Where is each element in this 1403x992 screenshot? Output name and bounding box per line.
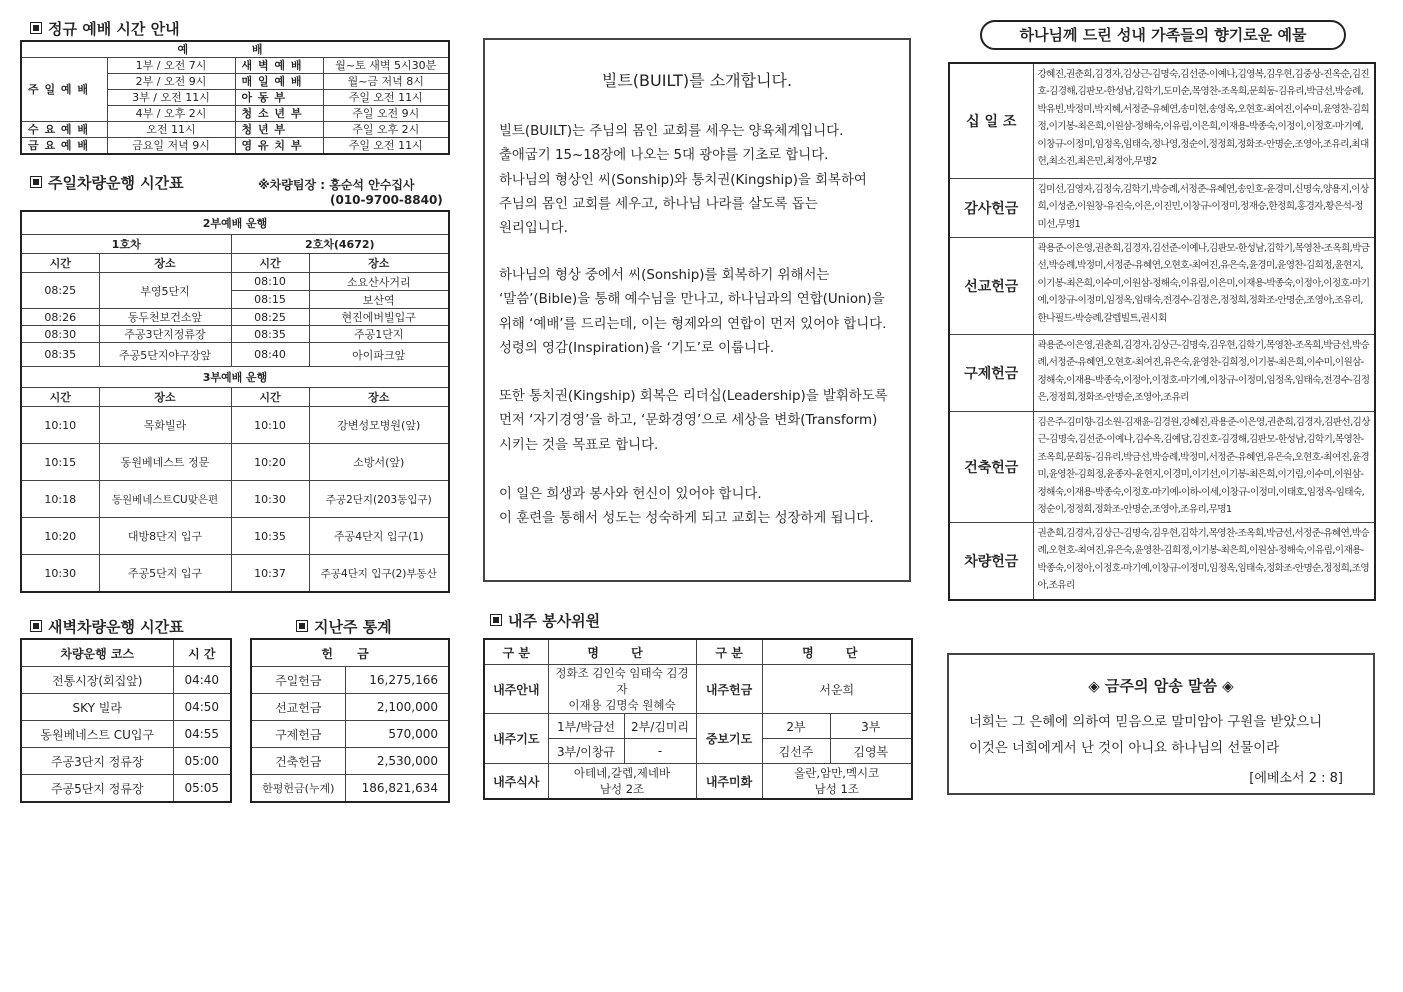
prayer-label: 내주기도 (484, 714, 548, 764)
meal-names: 아테네,갈렙,제네바 남성 2조 (548, 764, 696, 800)
donor-category: 건축헌금 (949, 412, 1033, 523)
offering-amount: 570,000 (345, 721, 449, 748)
volunteers-table (483, 638, 913, 800)
bus-stop: 주공5단지야구장앞 (99, 343, 231, 367)
bus-stop: 동원베네스트CU맞은편 (99, 481, 231, 518)
bus-time: 08:15 (231, 291, 309, 309)
sunday-worship-label: 주 일 예 배 (21, 58, 107, 122)
dawn-stop: SKY 빌라 (21, 694, 173, 721)
bus-time: 08:35 (21, 343, 99, 367)
dawn-time: 04:55 (173, 721, 231, 748)
col-names: 명 단 (548, 639, 696, 665)
memory-verse-box (947, 653, 1375, 795)
col-names: 명 단 (762, 639, 912, 665)
donor-category: 선교헌금 (949, 238, 1033, 335)
bus-stop: 목화빌라 (99, 407, 231, 444)
bus-stop: 현진에버빌입구 (309, 309, 449, 326)
bus-stop: 주공5단지 입구 (99, 555, 231, 593)
offering-type: 건축헌금 (251, 748, 345, 775)
col-division: 구 분 (484, 639, 548, 665)
intercession-name: 김영복 (830, 739, 912, 764)
car2-header: 2호차(4672) (231, 235, 449, 254)
worship-section-title: 정규 예배 시간 안내 (30, 18, 180, 40)
square-bullet-icon (296, 620, 308, 632)
donor-names: 곽용준-이은영,권춘희,김경자,김선준-이예나,김판모-한성남,김학기,목영찬-조옥희,박금선,박승례,박정미,서정준-유혜연,오현호-최여진,유은숙,윤경미,윤영찬-김희정,윤현지,이기봉-최은희,이수미,이원삼-정해숙,이유림,이은미,이재용-박종숙,이정아,이정호-마기예,이창규-이정미,임정옥,임태숙,전경수-김정은,정정희,정화조-안명순,조영아,조유리,한나필드-박승례,갈렙빌트,권시회 (1033, 238, 1375, 335)
prayer-name: 2부/김미리 (624, 714, 696, 739)
square-bullet-icon (30, 176, 42, 188)
offering-amount: 186,821,634 (345, 775, 449, 803)
donor-category: 차량헌금 (949, 523, 1033, 601)
built-title: 빌트(BUILT)를 소개합니다. (601, 71, 793, 90)
worship-schedule-table (20, 40, 450, 155)
friday-worship-time: 금요일 저녁 9시 (107, 138, 235, 155)
bus-time: 10:35 (231, 518, 309, 555)
col-time: 시간 (231, 254, 309, 273)
donor-names: 김미선,김영자,김정숙,김학기,박승례,서정준-유혜연,송인호-윤경미,신명숙,양용지,이상희,이성준,이원창-유진숙,이은,이진민,이창규-이정미,정재승,한정희,홍경자,황은석-정미선,무명1 (1033, 179, 1375, 238)
bus-time: 10:10 (21, 407, 99, 444)
built-paragraph: 하나님의 형상 중에서 씨(Sonship)를 회복하기 위해서는 ‘말씀’(Bible)을 통해 예수님을 만나고, 하나님과의 연합(Union)을 위해 ‘예배’를 드리는데, 이는 형제와의 연합이 먼저 있어야 합니다. 성령의 영감(Inspiration)을 ‘기도’로 이룹니다. (499, 268, 887, 356)
dawn-stop: 주공5단지 정류장 (21, 775, 173, 803)
bus-time: 08:40 (231, 343, 309, 367)
bus-time: 10:20 (231, 444, 309, 481)
dawn-time: 04:50 (173, 694, 231, 721)
bus-time: 08:30 (21, 326, 99, 343)
offering-type: 주일헌금 (251, 667, 345, 694)
bus-time: 10:30 (231, 481, 309, 518)
bus-time: 08:35 (231, 326, 309, 343)
guide-names: 정화조 김인숙 임태숙 김경자 이재용 김명숙 원혜숙 (548, 665, 696, 714)
bus-section-title: 주일차량운행 시간표 (30, 172, 184, 194)
bus-team-leader-note: ※차량팀장 : 홍순석 안수집사 (258, 178, 415, 192)
sec3-header: 3부예배 운행 (21, 367, 449, 388)
donor-names: 강혜진,권춘희,김경자,김상근-김명숙,김선준-이예나,김영복,김우현,김중상-진옥순,김진호-김경해,김판모-한성남,김학기,도미순,목영찬-조옥희,문희동-김유리,박금선,박승례,박유빈,박정미,박지혜,서정준-유혜연,송미현,송영옥,오현호-최여진,이수미,윤영찬-김희정,이기봉-최은희,이원삼-정해숙,이유림,이은희,이재용-박종숙,이정이,이정호-마기예,이창규-이정미,임정옥,임태숙,정나영,정순이,정정희,정화조-안명순,조영아,조유리,최대헌,최소진,최은민,최정아,무명2 (1033, 63, 1375, 179)
offering-names: 서운희 (762, 665, 912, 714)
friday-worship-label: 금 요 예 배 (21, 138, 107, 155)
memory-verse-title: ◈ 금주의 암송 말씀 ◈ (1088, 677, 1234, 695)
intercession-label: 중보기도 (696, 714, 762, 764)
cleaning-label: 내주미화 (696, 764, 762, 800)
bus-stop: 보산역 (309, 291, 449, 309)
bus-time: 10:10 (231, 407, 309, 444)
bus-stop: 주공1단지 (309, 326, 449, 343)
col-place: 장소 (309, 254, 449, 273)
square-bullet-icon (490, 614, 502, 626)
built-paragraph: 빌트(BUILT)는 주님의 몸인 교회를 세우는 양육체계입니다. 출애굽기 15~18장에 나오는 5대 광야를 기초로 합니다. 하나님의 형상인 씨(Sonship)와 통치권(Kingship)을 회복하여 주님의 몸인 교회를 세우고, 하나님 나라를 살도록 돕는 원리입니다. (499, 124, 867, 237)
bus-time: 10:30 (21, 555, 99, 593)
bus-time: 08:25 (231, 309, 309, 326)
stats-header: 헌 금 (251, 639, 449, 667)
cleaning-names: 올란,암만,멕시코 남성 1조 (762, 764, 912, 800)
bus-stop: 동두천보건소앞 (99, 309, 231, 326)
square-bullet-icon (30, 22, 42, 34)
dawn-stop: 주공3단지 정류장 (21, 748, 173, 775)
donor-category: 구제헌금 (949, 335, 1033, 412)
bus-time: 10:20 (21, 518, 99, 555)
memory-verse-reference: [에베소서 2 : 8] (1249, 771, 1343, 786)
meal-label: 내주식사 (484, 764, 548, 800)
worship-time: 월~토 새벽 5시30분 (323, 58, 449, 74)
bus-stop: 부영5단지 (99, 273, 231, 309)
bus-stop: 강변성모병원(앞) (309, 407, 449, 444)
guide-label: 내주안내 (484, 665, 548, 714)
col-course: 차량운행 코스 (21, 639, 173, 667)
offering-type: 한평헌금(누계) (251, 775, 345, 803)
dawn-time: 05:00 (173, 748, 231, 775)
offering-stats-table (250, 638, 450, 803)
col-place: 장소 (309, 388, 449, 407)
dawn-time: 04:40 (173, 667, 231, 694)
sunday-service: 1부 / 오전 7시 (107, 58, 235, 74)
dawn-stop: 전통시장(회집앞) (21, 667, 173, 694)
worship-label: 영 유 치 부 (235, 138, 323, 155)
prayer-name: 3부/이창규 (548, 739, 624, 764)
bus-team-leader-phone: (010-9700-8840) (330, 193, 443, 207)
col-division: 구 분 (696, 639, 762, 665)
sunday-bus-table (20, 210, 450, 593)
sec2-header: 2부예배 운행 (21, 211, 449, 235)
col-time: 시간 (231, 388, 309, 407)
prayer-name: - (624, 739, 696, 764)
offering-banner: 하나님께 드린 성내 가족들의 향기로운 예물 (980, 20, 1346, 50)
worship-label: 매 일 예 배 (235, 74, 323, 90)
offering-amount: 2,100,000 (345, 694, 449, 721)
dawn-stop: 동원베네스트 CU입구 (21, 721, 173, 748)
donor-names: 김은주-김미향-김소원-김재윤-김경원,강혜진,곽용준-이은영,권춘희,김경자,김판선,김상근-김명숙,김선준-이예나,김수옥,김예담,김진호-김경해,김판모-한성남,김학기,목영찬-조옥희,문희동-김유리,박금선,박승례,박정미,서정준-유혜연,유은숙,오현호-최여진,윤경미,윤영찬-김희정,윤종자-윤현지,이경미,이기선,이기봉-최은희,이기림,이수미,이원삼-정해숙,이재용-박종숙,이정호-마기예-이하-이세,이창규-이정미,이태호,임정옥-임태숙,정순이,정정희,정화조-안명순,조영아,조유리,무명1 (1033, 412, 1375, 523)
bus-time: 08:26 (21, 309, 99, 326)
offering-amount: 2,530,000 (345, 748, 449, 775)
dawn-time: 05:05 (173, 775, 231, 803)
bus-stop: 아이파크앞 (309, 343, 449, 367)
worship-time: 주일 오전 9시 (323, 106, 449, 122)
donors-table (948, 62, 1376, 601)
sunday-service: 2부 / 오전 9시 (107, 74, 235, 90)
memory-verse-text: 너희는 그 은혜에 의하여 믿음으로 말미암아 구원을 받았으니 이것은 너희에게서 난 것이 아니요 하나님의 선물이라 (969, 715, 1323, 756)
donor-category: 감사헌금 (949, 179, 1033, 238)
offering-label: 내주헌금 (696, 665, 762, 714)
bus-time: 08:25 (21, 273, 99, 309)
donor-names: 곽용준-이은영,권춘희,김경자,김상근-김명숙,김우현,김학기,목영찬-조옥희,박금선,박승례,서정준-유혜연,오현호-최여진,유은숙,윤영찬-김희정,이기봉-최은희,이수미,이원삼-정해숙,이재용-박종숙,이정아,이정호-마기예,이창규-이정미,임정옥,임태숙,전경수-김정은,정정희,정화조-안명순,조영아,조유리 (1033, 335, 1375, 412)
built-intro-box (483, 38, 911, 582)
bus-stop: 소요산사거리 (309, 273, 449, 291)
dawn-bus-table (20, 638, 232, 803)
intercession-name: 김선주 (762, 739, 830, 764)
sunday-service: 4부 / 오후 2시 (107, 106, 235, 122)
worship-label: 청 년 부 (235, 122, 323, 138)
intercession-header: 3부 (830, 714, 912, 739)
bus-time: 10:37 (231, 555, 309, 593)
bus-time: 10:15 (21, 444, 99, 481)
worship-label: 아 동 부 (235, 90, 323, 106)
built-paragraph: 또한 통치권(Kingship) 회복은 리더십(Leadership)을 발휘하도록 먼저 ‘자기경영’을 하고, ‘문화경영’으로 세상을 변화(Transform) 시키는 것을 목표로 합니다. (499, 389, 888, 453)
bus-stop: 소방서(앞) (309, 444, 449, 481)
prayer-name: 1부/박금선 (548, 714, 624, 739)
col-time: 시간 (21, 254, 99, 273)
col-time: 시간 (21, 388, 99, 407)
dawn-bus-section-title: 새벽차량운행 시간표 (30, 616, 184, 638)
car1-header: 1호차 (21, 235, 231, 254)
offering-type: 선교헌금 (251, 694, 345, 721)
worship-time: 주일 오후 2시 (323, 122, 449, 138)
stats-section-title: 지난주 통계 (296, 616, 392, 638)
bus-stop: 대방8단지 입구 (99, 518, 231, 555)
bus-stop: 주공2단지(203동입구) (309, 481, 449, 518)
offering-amount: 16,275,166 (345, 667, 449, 694)
wednesday-worship-label: 수 요 예 배 (21, 122, 107, 138)
worship-time: 주일 오전 11시 (323, 90, 449, 106)
col-time: 시 간 (173, 639, 231, 667)
worship-time: 월~금 저녁 8시 (323, 74, 449, 90)
bus-time: 08:10 (231, 273, 309, 291)
bus-stop: 동원베네스트 정문 (99, 444, 231, 481)
bus-time: 10:18 (21, 481, 99, 518)
donor-names: 권춘희,김경자,김상근-김명숙,김우현,김학기,목영찬-조옥희,박금선,서정준-유혜연,박승례,오현호-최여진,유은숙,윤영찬-김희정,이기봉-최은희,이원삼-정해숙,이유림,이재용-박종숙,이정아,이정호-마기예,이창규-이정미,임정옥,임태숙,정화조-안명순,정정희,조영아,조유리 (1033, 523, 1375, 601)
donor-category: 십 일 조 (949, 63, 1033, 179)
bus-stop: 주공4단지 입구(2)부동산 (309, 555, 449, 593)
volunteers-section-title: 내주 봉사위원 (490, 610, 600, 632)
offering-type: 구제헌금 (251, 721, 345, 748)
worship-label: 청 소 년 부 (235, 106, 323, 122)
worship-label: 새 벽 예 배 (235, 58, 323, 74)
bus-stop: 주공4단지 입구(1) (309, 518, 449, 555)
worship-header: 예 배 (21, 41, 449, 58)
sunday-service: 3부 / 오전 11시 (107, 90, 235, 106)
bus-stop: 주공3단지정류장 (99, 326, 231, 343)
wednesday-worship-time: 오전 11시 (107, 122, 235, 138)
col-place: 장소 (99, 254, 231, 273)
col-place: 장소 (99, 388, 231, 407)
intercession-header: 2부 (762, 714, 830, 739)
worship-time: 주일 오전 11시 (323, 138, 449, 155)
built-paragraph: 이 일은 희생과 봉사와 헌신이 있어야 합니다. 이 훈련을 통해서 성도는 성숙하게 되고 교회는 성장하게 됩니다. (499, 487, 874, 527)
square-bullet-icon (30, 620, 42, 632)
